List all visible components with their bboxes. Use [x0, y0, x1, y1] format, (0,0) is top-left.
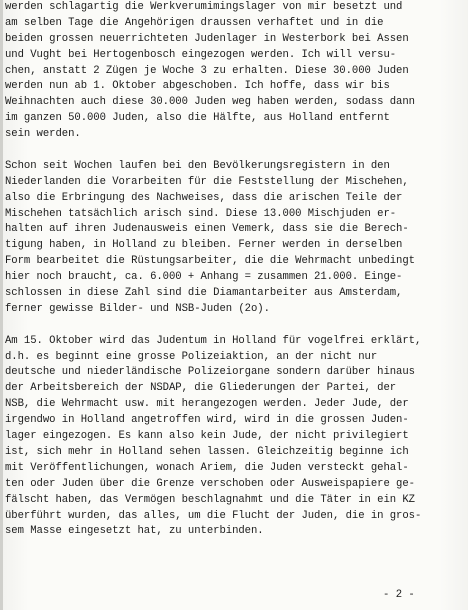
paragraph-gap [5, 318, 463, 334]
text-line: ferner gewisse Bilder- und NSB-Juden (2o). [5, 302, 270, 315]
text-line: ist, sich mehr in Holland sehen lassen. Gleichzeitig beginne ich [5, 445, 409, 458]
text-line: lager eingezogen. Es kann also kein Jude, der nicht privilegiert [5, 430, 409, 443]
paragraph-3 [5, 334, 463, 541]
text-line: tigung haben, in Holland zu bleiben. Ferner werden in derselben [5, 239, 403, 252]
text-line: beiden grossen neuerrichteten Judenlager in Westerbork bei Assen [5, 32, 409, 45]
text-line: sein werden. [5, 128, 81, 141]
text-line: Schon seit Wochen laufen bei den Bevölkerungsregistern in den [5, 159, 390, 172]
document-body [5, 0, 463, 540]
text-line: werden schlagartig die Werkverumimingslager von mir besetzt und [5, 1, 403, 13]
text-line: Mischehen tatsächlich arisch sind. Diese 13.000 Mischjuden er- [5, 207, 397, 220]
text-line: irgendwo in Holland angetroffen wird, wird in die grossen Juden- [5, 414, 409, 427]
text-line: halten auf ihren Judenausweis einen Vemerk, dass sie die Berech- [5, 223, 409, 236]
text-line: schlossen in diese Zahl sind die Diamantarbeiter aus Amsterdam, [5, 287, 403, 300]
text-line: ten oder Juden über die Grenze verschoben oder Ausweispapiere ge- [5, 477, 415, 490]
text-line: und Vught bei Hertogenbosch eingezogen werden. Ich will versu- [5, 48, 397, 61]
text-line: mit Veröffentlichungen, wonach Ariem, die Juden versteckt gehal- [5, 461, 409, 474]
text-line: werden nun ab 1. Oktober abgeschoben. Ich hoffe, dass wir bis [5, 80, 390, 93]
paragraph-2 [5, 159, 463, 318]
text-line: im ganzen 50.000 Juden, also die Hälfte, aus Holland entfernt [5, 112, 390, 125]
text-line: also die Erbringung des Nachweises, dass die arischen Teile der [5, 191, 403, 204]
text-line: überführt wurden, das alles, um die Flucht der Juden, die in gros- [5, 509, 422, 522]
text-line: hier noch braucht, ca. 6.000 + Anhang = zusammen 21.000. Einge- [5, 271, 403, 284]
page-edge-shadow [0, 0, 3, 610]
text-line: Form bearbeitet die Rüstungsarbeiter, die die Wehrmacht unbedingt [5, 255, 415, 268]
text-line: d.h. es beginnt eine grosse Polizeiaktion, an der nicht nur [5, 350, 378, 363]
paragraph-1 [5, 0, 463, 143]
text-line: sem Masse eingesetzt hat, zu unterbinden. [5, 525, 264, 538]
text-line: NSB, die Wehrmacht usw. mit herangezogen werden. Jeder Jude, der [5, 398, 409, 411]
text-line: fälscht haben, das Vermögen beschlagnahmt und die Täter in ein KZ [5, 493, 415, 506]
text-line: Niederlanden die Vorarbeiten für die Feststellung der Mischehen, [5, 175, 409, 188]
text-line: Weihnachten auch diese 30.000 Juden weg haben werden, sodass dann [5, 96, 415, 109]
text-line: der Arbeitsbereich der NSDAP, die Gliederungen der Partei, der [5, 382, 397, 395]
text-line: deutsche und niederländische Polizeiorgane sondern darüber hinaus [5, 366, 415, 379]
text-line: Am 15. Oktober wird das Judentum in Holland für vogelfrei erklärt, [5, 334, 422, 347]
page-number: - 2 - [383, 589, 415, 601]
text-line: am selben Tage die Angehörigen draussen verhaftet und in die [5, 16, 384, 29]
paragraph-gap [5, 143, 463, 159]
text-line: chen, anstatt 2 Zügen je Woche 3 zu erhalten. Diese 30.000 Juden [5, 64, 409, 77]
